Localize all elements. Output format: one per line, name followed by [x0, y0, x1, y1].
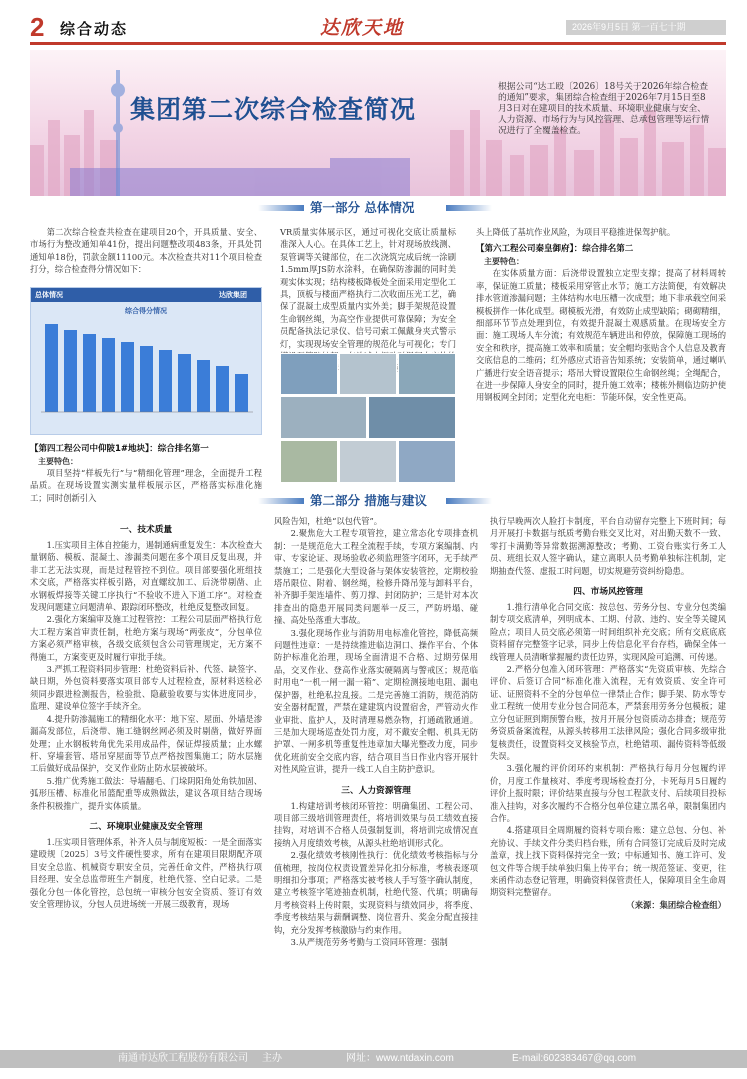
part-title-deco-right: [446, 498, 492, 504]
part-title-deco-right: [446, 205, 492, 211]
banner-title: 集团第二次综合检查简况: [130, 95, 417, 124]
part2-title: 第二部分 措施与建议: [310, 493, 427, 508]
paragraph: 3.严抓工程资料同步管理：杜绝资料后补、代签、缺签字、缺日期，外包资料要落实项目部专人过程检查，原材料送检必须同步跟进检测报告，检验批、隐蔽验收要与实体进度同步，监理、建设单位签字手续齐全。: [30, 664, 262, 712]
title-banner: [30, 50, 726, 196]
site-photo: [280, 440, 338, 483]
col1-bottom: [30, 515, 262, 1045]
site-photo: [280, 353, 338, 395]
features-label-2: 主要特色：: [484, 257, 524, 267]
site-photo: [398, 440, 456, 483]
masthead-logo: 达欣天地: [320, 17, 405, 39]
paragraph: 1.构建培训考核闭环管控：明确集团、工程公司、项目部三级培训管理责任，将培训效果与员工绩效直接挂钩，对培训不合格人员强制复训，将培训完成情况直接纳入月度绩效考核，从源头杜绝培训形式化。: [274, 800, 478, 848]
chart-panel-title: 总体情况: [35, 292, 63, 299]
heading-market-risk: 四、市场风控管理: [573, 587, 643, 598]
chart-title: 综合得分情况: [125, 308, 167, 315]
project-1-body-end: 头上降低了基坑作业风险，为项目平稳推进保驾护航。: [476, 227, 676, 237]
heading-tech-quality: 一、技术质量: [119, 525, 173, 535]
article-source: （来源：集团综合检查组）: [626, 899, 726, 910]
page-header: [0, 0, 747, 46]
paragraph: 2.强化方案编审及施工过程管控：工程公司层面严格执行危大工程方案首审责任制，杜绝方案与现场“两张皮”，分包单位方案必须严格审核，各级交底须包含公司管理规定，无方案不得施工，方案变更及时履行审批手续。: [30, 614, 262, 662]
part-title-deco-left: [258, 498, 304, 504]
paragraph: 3.从严规范劳务考勤与工资同环管理：强制: [290, 937, 448, 947]
project-1-body-cont: VR质量实体展示区，通过可视化交底让质量标准深入人心。在具体工艺上，针对现场放线测、泵管调等关键部位，在二次浇筑完成后统一涂刷1.5mm厚JS防水涂料，在确保防渗漏的同时美观实体实现；结构楼板降板处全面采用定型化工具，顶板与楼面严格执行二次收面压光工艺，确保了混凝土成型质量内实外美；脚手架规范设置生命钢丝绳，为高空作业提供可靠保障；为安全员配备执法记录仪、信号司索工佩戴身夹式警示灯，实现现场安全管理的规范化与可视化；专门: [280, 227, 456, 349]
banner-intro: 根据公司“达工殴〔2026〕18号关于2026年综合检查的通知”要求，集团综合检查组于2026年7月15日至8月3日对在建项目的技术质量、环境职业健康与安全、人力资源、市场行为与风控管理、总承包管理等运行情况进行了全覆盖检查。: [498, 82, 710, 136]
col3-top: [476, 226, 726, 484]
part1-title: 第一部分 总体情况: [310, 200, 415, 215]
paragraph: 1.压实项目管理体系，补齐人员与制度短板：一是全面落实建殴规〔2025〕3号文件硬性要求，所有在建项目限期配齐项目安全总监、机械资专职安全员，完善任命文件，严格执行项目经理、安全总监带班生产制度，杜绝代签、空白记录。二是强化分包一体化管控，总包统一审核分包安全资质、签订有效安全管理协议，分包人员进场统一开展三级教育，现场: [30, 836, 262, 909]
paragraph: 风险告知，杜绝“以包代管”。: [274, 516, 383, 526]
page-number: 2: [30, 12, 45, 42]
chart-logo: 达欣集团: [219, 292, 247, 299]
score-bars: [31, 316, 261, 436]
paragraph: 2.强化绩效考核刚性执行：优化绩效考核指标与分值梳理，按岗位权责设置差异化扣分标准，考核表逐项明细扣分事项；严格落实被考核人手写签字确认制度，建立考核签字笔迹抽查机制，杜绝代签、代填；明确每月考核资料上传时限，实现资料与绩效同步，将季度、季度考核结果与薪酬调整、岗位晋升、奖金分配直接挂钩，充分发挥考核激励与约束作用。: [274, 850, 478, 935]
paragraph: 2.严格分包准入闭环管理：严格落实“先资质审核、先综合评价、后签订合同”标准化准入流程，无有效资质、安全许可证、证照资料不全的分包单位一律禁止合作；脚手架、防水等专业工程统一使用专业分包合同范本，严禁套用劳务分包模板；建立分包证照到期预警台账，按月开展分包资质动态排查；规范劳务资质备案流程，从源头转移用工法律风险；强化合同多级审批复核责任，设置资料交叉核验节点，杜绝错项、漏传资料等低级失误。: [490, 664, 726, 761]
date-issue: 2026年9月5日 第一百七十期: [566, 20, 726, 35]
section-name: 综合动态: [60, 21, 129, 38]
footer-host: 主办: [262, 1053, 282, 1064]
col1-top: [30, 226, 262, 286]
footer-company: 南通市达欣工程股份有限公司: [118, 1053, 248, 1064]
overview-paragraph: 第二次综合检查共检查在建项目20个，开具质量、安全、市场行为整改通知单41份，提出问题整改项483条，开具处罚通知单18份，罚款金额11100元。本次检查共对11个项目检查打分，综合检查得分情况如下：: [30, 227, 262, 275]
site-photo-collage: [280, 353, 456, 483]
score-chart-image: [30, 287, 262, 435]
paragraph: 4.提升防渗漏施工的精细化水平：地下室、屋面、外墙是渗漏高发部位，后浇带、施工缝钢丝网必须及时剔凿，做好界面处理；止水钢板转角优先采用成品件，保证焊接质量；止水螺杆、穿墙套管、塔吊穿屋面等节点严格按图集施工；防水层施工后做好成品保护，交叉作业防止防水层被破坏。: [30, 713, 262, 774]
project-1-body: 项目坚持“样板先行”与“精细化管理”理念，全面提升工程品质。在现场设置实测实量样板展示区，严格落实标准化施工；同时创新引入: [30, 468, 262, 503]
col1-box: [30, 438, 262, 503]
site-photo: [280, 396, 367, 439]
paragraph: 4.搭建项目全周期履约资料专项台账：建立总包、分包、补充协议、手续文件分类归档台账，所有合同签订完成后及时完成盖章，找上找下资料保持完全一致；中标通知书、施工许可、发包文件等合规手续单独归集上传平台；统一规范签证、变更，往来函件动态登记管理，明确资料保管责任人，保障项目全生命周期资料完整留存。: [490, 825, 726, 898]
site-photo: [398, 353, 456, 395]
paragraph: 5.推广优秀施工做法：导墙翻毛、门垛阴阳角处角铁加固、弧形压槽、标准化吊篮配重等成熟做法，建议各项目结合现场条件积极推广，提升实体质量。: [30, 775, 262, 811]
paragraph: 3.强化履约评价闭环约束机制：严格执行每月分包履约评价，月度工作量核对、季度考现场检查打分，卡死每月5日履约评价上报时限；评价结果直接与分包工程款支付、后续项目投标准入挂钩，对多次履约不合格分包单位建立黑名单，限制集团内合作。: [490, 763, 726, 823]
part-title-deco-left: [258, 205, 304, 211]
paragraph: 2.聚焦危大工程专项管控，建立常态化专项排查机制：一是规范危大工程全流程手续，专项方案编制、内审、专家论证、现场验收必须监理签字闭环，无手续严禁施工；二是强化大型设备与架体安装管控，定期校验塔吊限位、附着、钢丝绳，检修升降吊笼与卸料平台，补齐脚手架连墙件、剪刀撑、封闭防护；三是针对本次排查出的隐患开展同类问题举一反三，严防坍塌、碰撞、高处坠落重大事故。: [274, 528, 478, 626]
site-photo: [339, 353, 397, 395]
header-rule: [30, 42, 726, 45]
footer-email[interactable]: E-mail:602383467@qq.com: [512, 1053, 637, 1064]
paragraph: 1.压实项目主体自控能力，遏制通病重复发生：本次检查大量钢筋、模板、混凝土、渗漏类问题在多个项目反复出现，并非工艺无法实现，而是过程管控不到位。项目部要强化班组技术交底，严格落实样板引路，对直螺纹加工、后浇带剔凿、止水钢板焊接等关键工序执行“不验收不进入下道工序”。对检查发现问题建立问题清单、跟踪闭环整改，杜绝反复整改回复。: [30, 540, 262, 613]
project-2-body: 在实体质量方面：后浇带设置独立定型支撑；提高了材料周转率，保证施工质量；楼板采用穿管止水节；施工方法简便，有效解决排水管道渗漏问题；主体结构水电压槽一次成型；地下非承载空间采模板拼作一体化成型。砌模板光滑，有效防止成型缺陷；砌砌精细，细部环节节点处理到位，有效提升混凝土观感质量。在现场安全方面：施工现场人车分流；有效规范车辆进出和停放，保障施工现场的安全和秩序，提高施工效率和质量；安全帽均张贴含个人信息及教育交底信息的二维码；红外感应式语音告知系统；安装简单，通过喇叭广播进行安全语音提示；塔吊大臂设置限位生命钢丝绳；全绳配合，在进一步保障人身安全的同时，提升施工效率；楼栋外侧临边防护使用钢板网全封闭；定型化充电柜：节能环保，安全性更高。: [476, 268, 726, 403]
paragraph: 执行早晚两次人脸打卡制度，平台自动留存完整上下班时间；每月开展打卡数据与纸质考勤台账交叉比对，对出勤天数不一致、零打卡满勤等异常数据溯源整改；考勤、工资台账实行务工人员、班组长双人签字确认，建立离职人员考勤单独标注机制，定期抽查代签、虚报工时问题，切实规避劳资纠纷隐患。: [490, 516, 726, 576]
features-label-1: 主要特色：: [38, 457, 78, 466]
site-photo: [368, 396, 456, 439]
paragraph: 1.推行清单化合同交底：按总包、劳务分包、专业分包类编制专项交底清单，列明成本、工期、付款、违约、安全等关键风险点；项目人员交底必须第一时间组织补充交底；所有交底底底资料留存完整签字记录，同步上传信息化平台存档，确保全体一线管理人员清晰掌握履约责任边界，实现风险可追溯、可传递。: [490, 602, 726, 662]
heading-ehs: 二、环境职业健康及安全管理: [89, 821, 203, 832]
footer-website[interactable]: 网址：www.ntdaxin.com: [346, 1053, 454, 1064]
col3-bottom: [490, 515, 726, 1045]
col2-top: [280, 226, 456, 351]
site-photo: [339, 440, 397, 483]
project-box-title-1: 【第四工程公司中仰陂1#地块】：综合排名第一: [30, 444, 209, 454]
paragraph: 3.强化现场作业与消防用电标准化管控，降低高频问题性违章：一是持续推进临边洞口、操作平台、个体防护标准化治理，现场全面清退不合格、过期劳保用品，交叉作业、登高作业落实硬隔离与警戒区；规范临时用电“一机一闸一漏一箱”、定期检测接地电阻、漏电保护器，杜绝私拉乱接。二是完善施工消防，规范消防安全器材配置，严禁在建建筑内设置宿舍，严管动火作业审批、监护人，及时清理易燃杂物，打通疏散通道。三是加大现场巡查处罚力度，对不戴安全帽、机具无防护罩、一闸多机等重复性违章加大曝光整改力度，同步优化班前安全交底内容，结合项目当日作业内容开展针对性风险宣讲，提升一线工人自主防护意识。: [274, 627, 478, 775]
page-footer: [0, 1050, 747, 1068]
heading-hr: 三、人力资源管理: [341, 785, 411, 796]
col2-bottom: [274, 515, 478, 1045]
project-box-title-2: 【第六工程公司秦皇御府】：综合排名第二: [476, 244, 634, 255]
